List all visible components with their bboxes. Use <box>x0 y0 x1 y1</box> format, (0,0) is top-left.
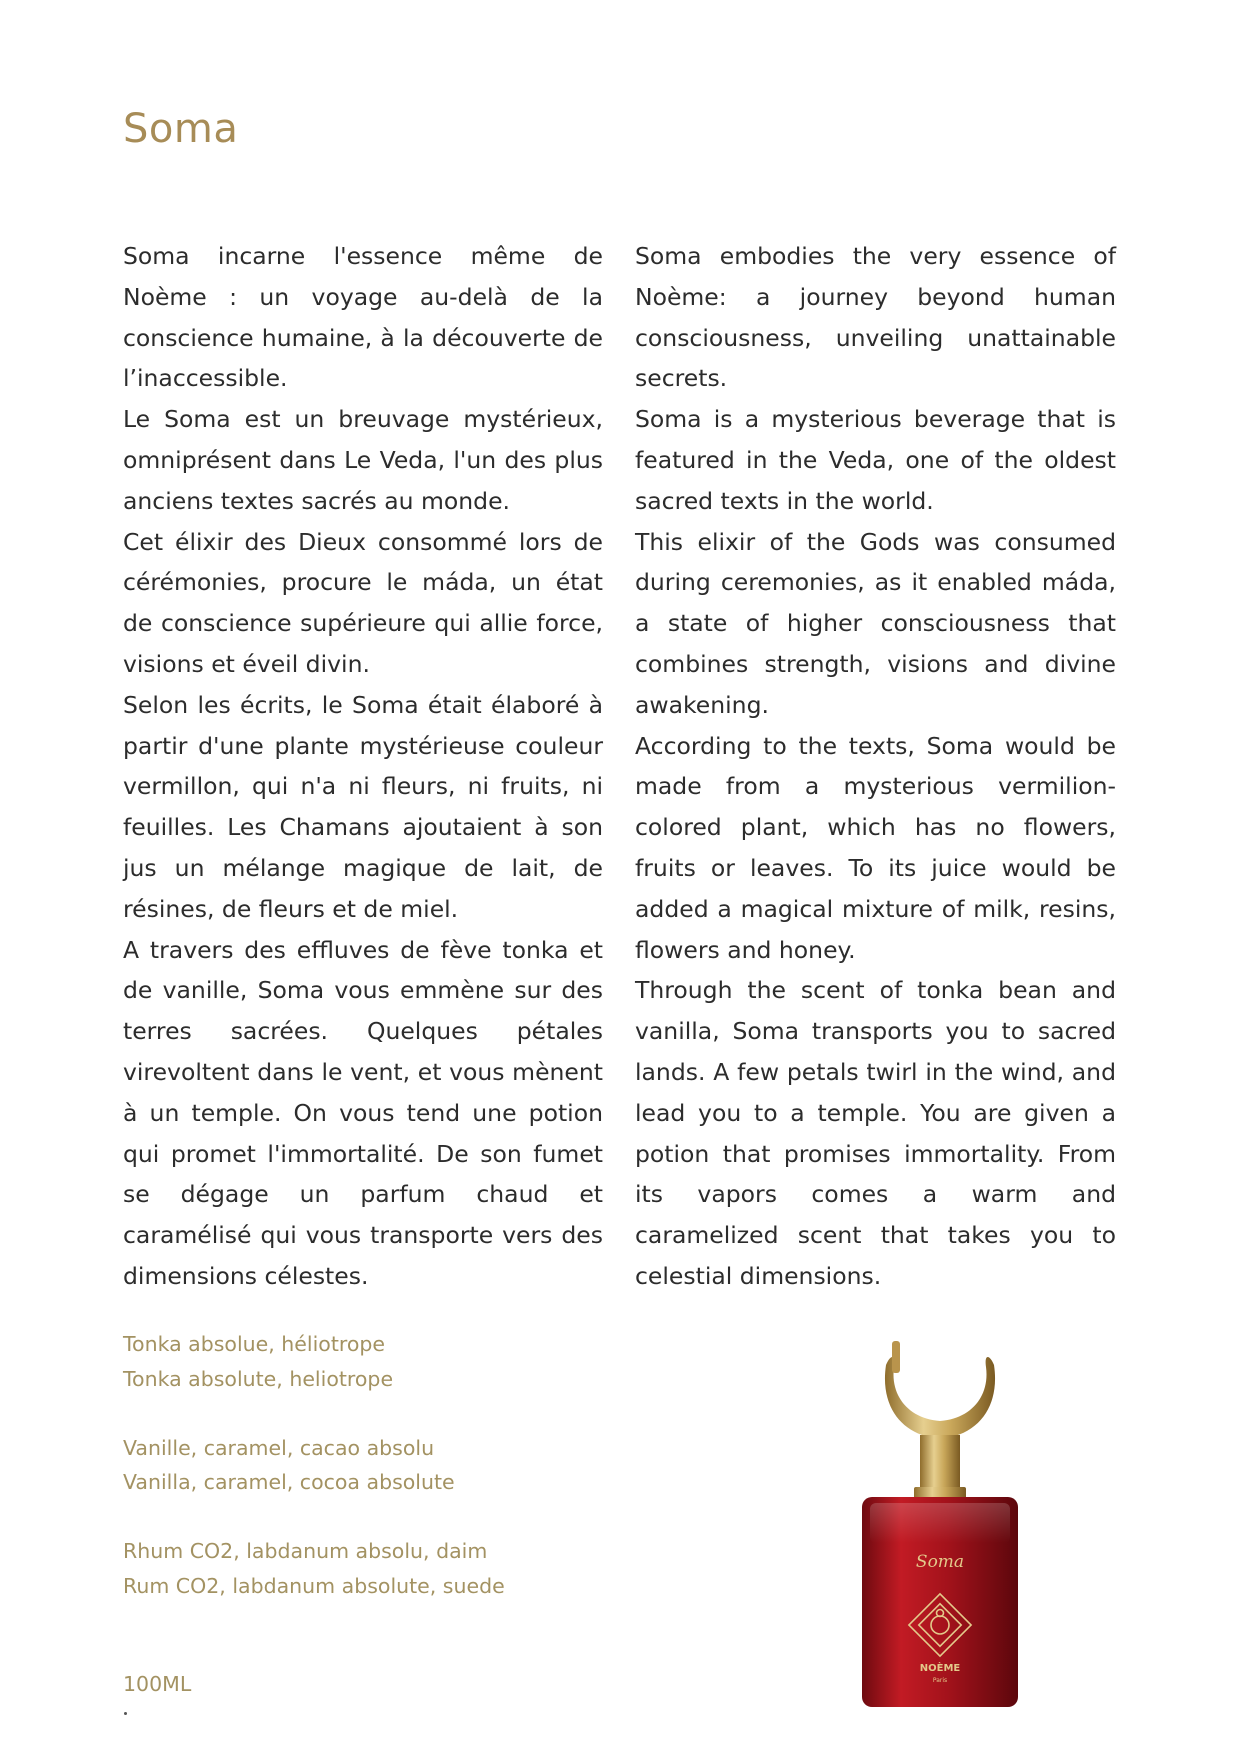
french-text-column <box>123 236 603 1297</box>
bottle-cap-tip <box>892 1341 900 1373</box>
english-paragraph: Soma is a mysterious beverage that is featured in the Veda, one of the oldest sacred texts in the world. <box>635 405 1116 515</box>
fragrance-notes <box>123 1327 663 1638</box>
english-paragraph: This elixir of the Gods was consumed during ceremonies, as it enabled máda, a state of higher consciousness that combines strength, visions and divine awakening. <box>635 527 1116 719</box>
note-group-heart <box>123 1431 663 1500</box>
french-paragraph: A travers des effluves de fève tonka et de vanille, Soma vous emmène sur des terres sacrées. Quelques pétales virevoltent dans le vent, et vous mènent à un temple. On vous tend une potion qui promet l'immortalité. De son fumet se dégage un parfum chaud et caramélisé qui vous transporte vers des dimensions célestes. <box>123 935 603 1290</box>
note-english: Vanilla, caramel, cocoa absolute <box>123 1470 455 1494</box>
french-paragraph: Cet élixir des Dieux consommé lors de cérémonies, procure le máda, un état de conscience supérieure qui allie force, visions et éveil divin. <box>123 527 603 678</box>
french-paragraph: Soma incarne l'essence même de Noème : un voyage au-delà de la conscience humaine, à la découverte de l’inaccessible. <box>123 242 603 393</box>
english-paragraph: Through the scent of tonka bean and vanilla, Soma transports you to sacred lands. A few petals twirl in the wind, and lead you to a temple. You are given a potion that promises immortality. From its vapors comes a warm and caramelized scent that takes you to celestial dimensions. <box>635 976 1116 1290</box>
english-paragraph: Soma embodies the very essence of Noème: a journey beyond human consciousness, unveiling unattainable secrets. <box>635 242 1116 393</box>
bottle-cap-crescent <box>885 1357 995 1439</box>
french-paragraph: Le Soma est un breuvage mystérieux, omniprésent dans Le Veda, l'un des plus anciens textes sacrés au monde. <box>123 405 603 515</box>
note-french: Rhum CO2, labdanum absolu, daim <box>123 1539 488 1563</box>
bottle-label-name: Soma <box>915 1552 965 1572</box>
bottle-city: Paris <box>932 1677 948 1684</box>
bottle-brand: NOÈME <box>919 1663 961 1674</box>
trailing-dot <box>124 1712 127 1715</box>
english-paragraph: According to the texts, Soma would be made from a mysterious vermilion-colored plant, which has no flowers, fruits or leaves. To its juice would be added a magical mixture of milk, resins, flowers and honey. <box>635 731 1116 964</box>
page-title: Soma <box>123 106 239 152</box>
perfume-bottle-image <box>840 1335 1040 1715</box>
french-paragraph: Selon les écrits, le Soma était élaboré à partir d'une plante mystérieuse couleur vermillon, qui n'a ni fleurs, ni fruits, ni feuilles. Les Chamans ajoutaient à son jus un mélange magique de lait, de résines, de fleurs et de miel. <box>123 690 603 923</box>
english-text-column <box>635 236 1116 1297</box>
volume-label: 100ML <box>123 1672 192 1696</box>
note-group-top <box>123 1327 663 1396</box>
note-english: Tonka absolute, heliotrope <box>123 1366 394 1391</box>
note-english: Rum CO2, labdanum absolute, suede <box>123 1573 505 1598</box>
note-group-base <box>123 1534 663 1603</box>
note-french: Vanille, caramel, cacao absolu <box>123 1435 435 1460</box>
note-french: Tonka absolue, héliotrope <box>123 1332 386 1356</box>
